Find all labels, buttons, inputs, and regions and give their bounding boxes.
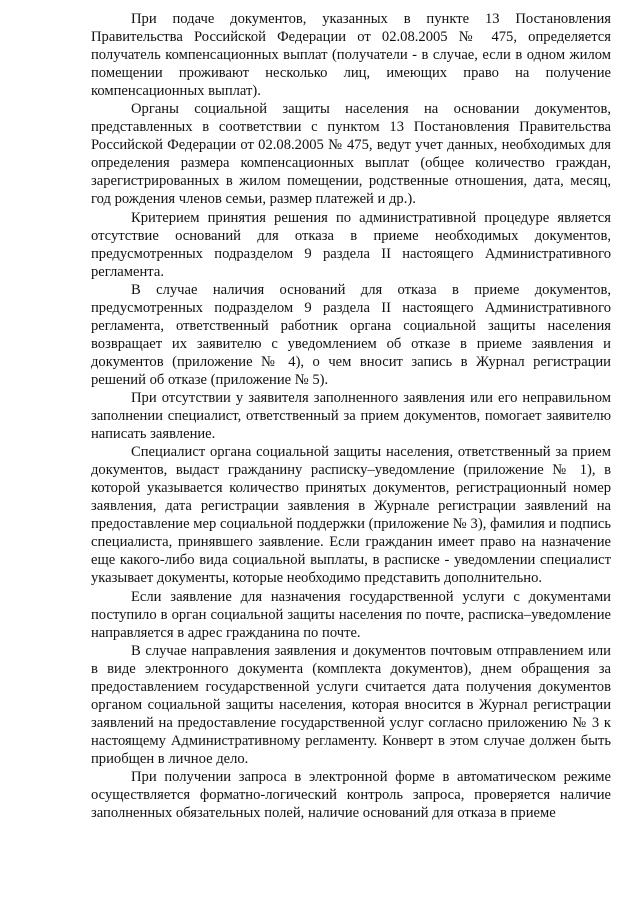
paragraph-application-assistance: При отсутствии у заявителя заполненного заявления или его неправильном заполнении специалист, ответственный за прием документов, помогает заявителю написать заявление. bbox=[91, 389, 611, 443]
paragraph-data-accounting: Органы социальной защиты населения на основании документов, представленных в соответствии с пунктом 13 Постановления Правительства Российской Федерации от 02.08.2005 № 475, ведут учет данных, необходимых для определения размера компенсационных выплат (общее количество граждан, зарегистрированных в жилом помещении, родственные отношения, дата, месяц, год рождения членов семьи, размер платежей и др.). bbox=[91, 101, 611, 208]
paragraph-postal-receipt: Если заявление для назначения государственной услуги с документами поступило в орган социальной защиты населения по почте, расписка–уведомление направляется в адрес гражданина по почте. bbox=[91, 588, 611, 641]
paragraph-postal-application-date: В случае направления заявления и документов почтовым отправлением или в виде электронного документа (комплекта документов), днем обращения за предоставлением государственной услуги считается дата получения документов органом социальной защиты населения, которая вносится в Журнал регистрации заявлений на предоставление государственной услуг согласно приложению № 3 к настоящему Административному регламенту. Конверт в этом случае должен быть приобщен в личное дело. bbox=[91, 642, 611, 767]
paragraph-electronic-request-control: При получении запроса в электронной форме в автоматическом режиме осуществляется форматно-логический контроль запроса, проверяется наличие заполненных обязательных полей, наличие оснований для отказа в приеме bbox=[91, 768, 611, 822]
paragraph-refusal-grounds: В случае наличия оснований для отказа в приеме документов, предусмотренных подразделом 9 раздела II настоящего Административного регламента, ответственный работник органа социальной защиты населения возвращает их заявителю с уведомлением об отказе в приеме заявления и документов (приложение № 4), о чем вносит запись в Журнал регистрации решений об отказе (приложение № 5). bbox=[91, 281, 611, 388]
paragraph-decision-criterion: Критерием принятия решения по административной процедуре является отсутствие оснований для отказа в приеме необходимых документов, предусмотренных подразделом 9 раздела II настоящего Административного регламента. bbox=[91, 209, 611, 280]
document-page bbox=[91, 10, 611, 822]
paragraph-recipient-determination: При подаче документов, указанных в пункте 13 Постановления Правительства Российской Федерации от 02.08.2005 № 475, определяется получатель компенсационных выплат (получатели - в случае, если в одном жилом помещении проживают несколько лиц, имеющих право на получение компенсационных выплат). bbox=[91, 11, 611, 100]
paragraph-receipt-notification: Специалист органа социальной защиты населения, ответственный за прием документов, выдаст гражданину расписку–уведомление (приложение № 1), в которой указывается количество принятых документов, регистрационный номер заявления, дата регистрации заявления в Журнале регистрации заявлений на предоставление мер социальной поддержки (приложение № 3), фамилия и подпись специалиста, принявшего заявление. Если гражданин имеет право на назначение еще какого-либо вида социальной выплаты, в расписке - уведомлении специалист указывает документы, которые необходимо представить дополнительно. bbox=[91, 444, 611, 587]
